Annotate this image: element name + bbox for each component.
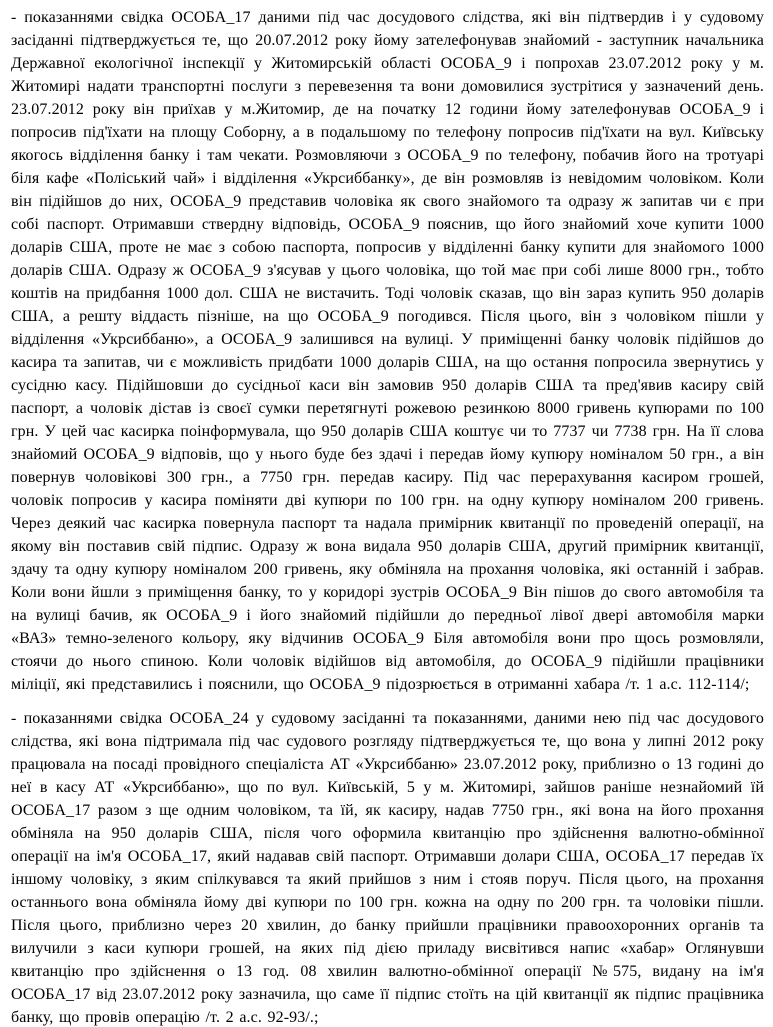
testimony-paragraph-osoba-24: - показаннями свідка ОСОБА_24 у судовому засіданні та показаннями, даними нею під час досудового слідства, які вона підтримала під час судового розгляду підтверджується те, що вона у липні 2012 року працювала на посаді провідного спеціаліста АТ «Укрсиббаню» 23.07.2012 року, приблизно о 13 годині до неї в касу АТ «Укрсиббаню», що по вул. Київській, 5 у м. Житомирі, зайшов раніше незнайомий їй ОСОБА_17 разом з ще одним чоловіком, та їй, як касиру, надав 7750 грн., які вона на його прохання обміняла на 950 доларів США, після чого оформила квитанцію про здійснення валютно-обмінної операції на ім'я ОСОБА_17, який надавав свій паспорт. Отримавши долари США, ОСОБА_17 передав їх іншому чоловіку, з яким спілкувався та який прийшов з ним і стояв поруч. Після цього, на прохання останнього вона обміняла йому дві купюри по 100 грн. кожна на одну по 200 грн. та чоловіки пішли. Після цього, приблизно через 20 хвилин, до банку прийшли працівники правоохоронних органів та вилучили з каси купюри грошей, на яких під дією приладу висвітився напис «хабар» Оглянувши квитанцію про здійснення о 13 год. 08 хвилин валютно-обмінної операції №575, видану на ім'я ОСОБА_17 від 23.07.2012 року зазначила, що саме її підпис стоїть на цій квитанції як підпис працівника банку, що провів операцію /т. 2 а.с. 92-93/.; — [11, 710, 764, 1026]
testimony-paragraph-osoba-17: - показаннями свідка ОСОБА_17 даними під час досудового слідства, які він підтвердив і у судовому засіданні підтверджується те, що 20.07.2012 року йому зателефонував знайомий - заступник начальника Державної екологічної інспекції у Житомирській області ОСОБА_9 і попрохав 23.07.2012 року у м. Житомирі надати транспортні послуги з перевезення та вони домовилися зустрітися у зазначений день. 23.07.2012 року він приїхав у м.Житомир, де на початку 12 години йому зателефонував ОСОБА_9 і попросив під'їхати на площу Соборну, а в подальшому по телефону попросив під'їхати на вул. Київську якогось відділення банку і там чекати. Розмовляючи з ОСОБА_9 по телефону, побачив його на тротуарі біля кафе «Поліський чай» і відділення «Укрсиббанку», де він розмовляв із невідомим чоловіком. Коли він підійшов до них, ОСОБА_9 представив чоловіка як свого знайомого та одразу ж запитав чи є при собі паспорт. Отримавши ствердну відповідь, ОСОБА_9 пояснив, що його знайомий хоче купити 1000 доларів США, проте не має з собою паспорта, попросив у відділенні банку купити для знайомого 1000 доларів США. Одразу ж ОСОБА_9 з'ясував у цього чоловіка, що той має при собі лише 8000 грн., тобто коштів на придбання 1000 дол. США не вистачить. Тоді чоловік сказав, що він зараз купить 950 доларів США, а решту віддасть пізніше, на що ОСОБА_9 погодився. Після цього, він з чоловіком пішли у відділення «Укрсиббаню», а ОСОБА_9 залишився на вулиці. У приміщенні банку чоловік підійшов до касира та запитав, чи є можливість придбати 1000 доларів США, на що остання попросила звернутись у сусідню касу. Підійшовши до сусідньої каси він замовив 950 доларів США та пред'явив касиру свій паспорт, а чоловік дістав із своєї сумки перетягнуті рожевою резинкою 8000 гривень купюрами по 100 грн. У цей час касирка поінформувала, що 950 доларів США коштує чи то 7737 чи 7738 грн. На її слова знайомий ОСОБА_9 відповів, що у нього буде без здачі і передав йому купюру номіналом 50 грн., а він повернув чоловікові 300 грн., а 7750 грн. передав касиру. Під час перерахування касиром грошей, чоловік попросив у касира поміняти дві купюри по 100 грн. на одну купюру номіналом 200 гривень. Через деякий час касирка повернула паспорт та надала примірник квитанції по проведеній операції, на якому він поставив свій підпис. Одразу ж вона видала 950 доларів США, другий примірник квитанції, здачу та одну купюру номіналом 200 гривень, яку обміняла на прохання чоловіка, які останній і забрав. Коли вони йшли з приміщення банку, то у коридорі зустрів ОСОБА_9 Він пішов до свого автомобіля та на вулиці бачив, як ОСОБА_9 і його знайомий підійшли до передньої лівої двері автомобіля марки «ВАЗ» темно-зеленого кольору, яку відчинив ОСОБА_9 Біля автомобіля вони про щось розмовляли, стоячи до нього спиною. Коли чоловік відійшов від автомобіля, до ОСОБА_9 підійшли працівники міліції, які представились і пояснили, що ОСОБА_9 підозрюється в отриманні хабара /т. 1 а.с. 112-114/; — [11, 9, 764, 693]
